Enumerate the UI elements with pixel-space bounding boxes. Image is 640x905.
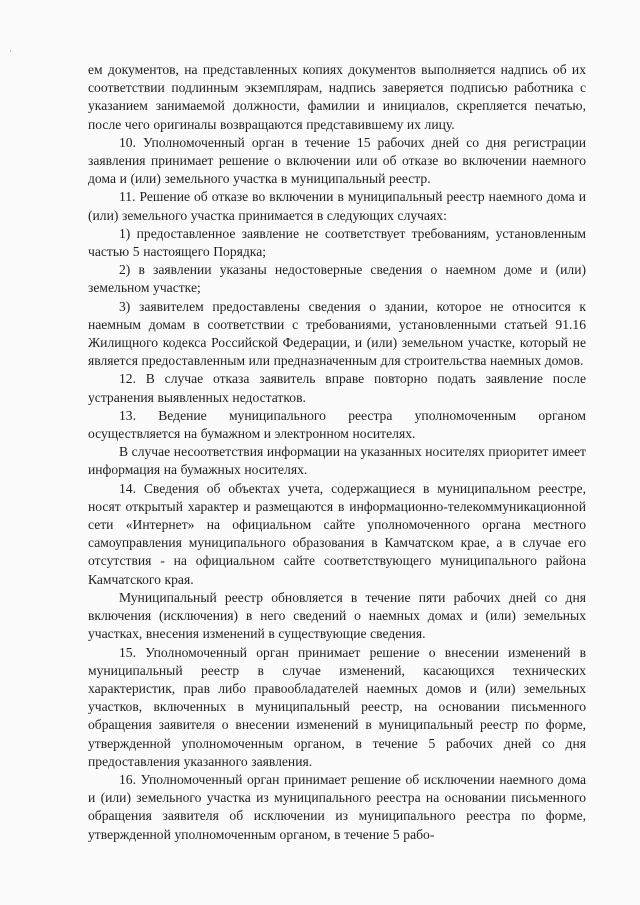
paragraph-10: 10. Уполномоченный орган в течение 15 рабочих дней со дня регистрации заявления принимает решение о включении или об отказе во включении наемного дома и (или) земельного участка в муниципальный реестр. (88, 134, 586, 187)
paragraph-12: 12. В случае отказа заявитель вправе повторно подать заявление после устранения выявленных недостатков. (88, 371, 586, 405)
paragraph-16: 16. Уполномоченный орган принимает решение об исключении наемного дома и (или) земельного участка из муниципального реестра на основании письменного обращения заявителя об исключении из муниципального реестра по форме, утвержденной уполномоченным органом, в течение 5 рабо- (88, 771, 586, 842)
paragraph-15: 15. Уполномоченный орган принимает решение о внесении изменений в муниципальный реестр в случае изменений, касающихся технических характеристик, прав либо правообладателей наемных домов и (или) земельных участков, включенных в муниципальный реестр, на основании письменного обращения заявителя о внесении изменений в муниципальный реестр по форме, утвержденной уполномоченным органом, в течение 5 рабочих дней со дня предоставления указанного заявления. (88, 644, 586, 769)
paragraph-14-update: Муниципальный реестр обновляется в течение пяти рабочих дней со дня включения (исключения) в него сведений о наемных домах и (или) земельных участках, внесения изменений в существующие сведения. (88, 589, 586, 642)
paragraph-14: 14. Сведения об объектах учета, содержащиеся в муниципальном реестре, носят открытый характер и размещаются в информационно-телекоммуникационной сети «Интернет» на официальном сайте уполномоченного органа местного самоуправления муниципального образования в Камчатском крае, а в случае его отсутствия - на официальном сайте соответствующего муниципального района Камчатского края. (88, 480, 586, 587)
paragraph-11-item-1: 1) предоставленное заявление не соответствует требованиям, установленным частью 5 настоящего Порядка; (88, 225, 586, 260)
paragraph-continuation: ем документов, на представленных копиях документов выполняется надпись об их соответствии подлинным экземплярам, надпись заверяется подписью работника с указанием занимаемой должности, фамилии и инициалов, скрепляется печатью, после чего оригиналы возвращаются представившему их лицу. (88, 62, 586, 132)
paragraph-13-priority: В случае несоответствия информации на указанных носителях приоритет имеет информация на бумажных носителях. (88, 444, 586, 478)
margin-mark: · (9, 46, 12, 56)
paragraph-11: 11. Решение об отказе во включении в муниципальный реестр наемного дома и (или) земельного участка принимается в следующих случаях: (88, 189, 586, 223)
paragraph-11-item-2: 2) в заявлении указаны недостоверные сведения о наемном доме и (или) земельном участке; (88, 262, 586, 296)
paragraph-13: 13. Ведение муниципального реестра уполномоченным органом осуществляется на бумажном и электронном носителях. (88, 407, 586, 442)
paragraph-11-item-3: 3) заявителем предоставлены сведения о здании, которое не относится к наемным домам в соответствии с требованиями, установленными статьей 91.16 Жилищного кодекса Российской Федерации, и (или) земельном участке, который не является предоставленным или предназначенным для строительства наемных домов. (88, 298, 586, 369)
document-body (88, 61, 586, 844)
